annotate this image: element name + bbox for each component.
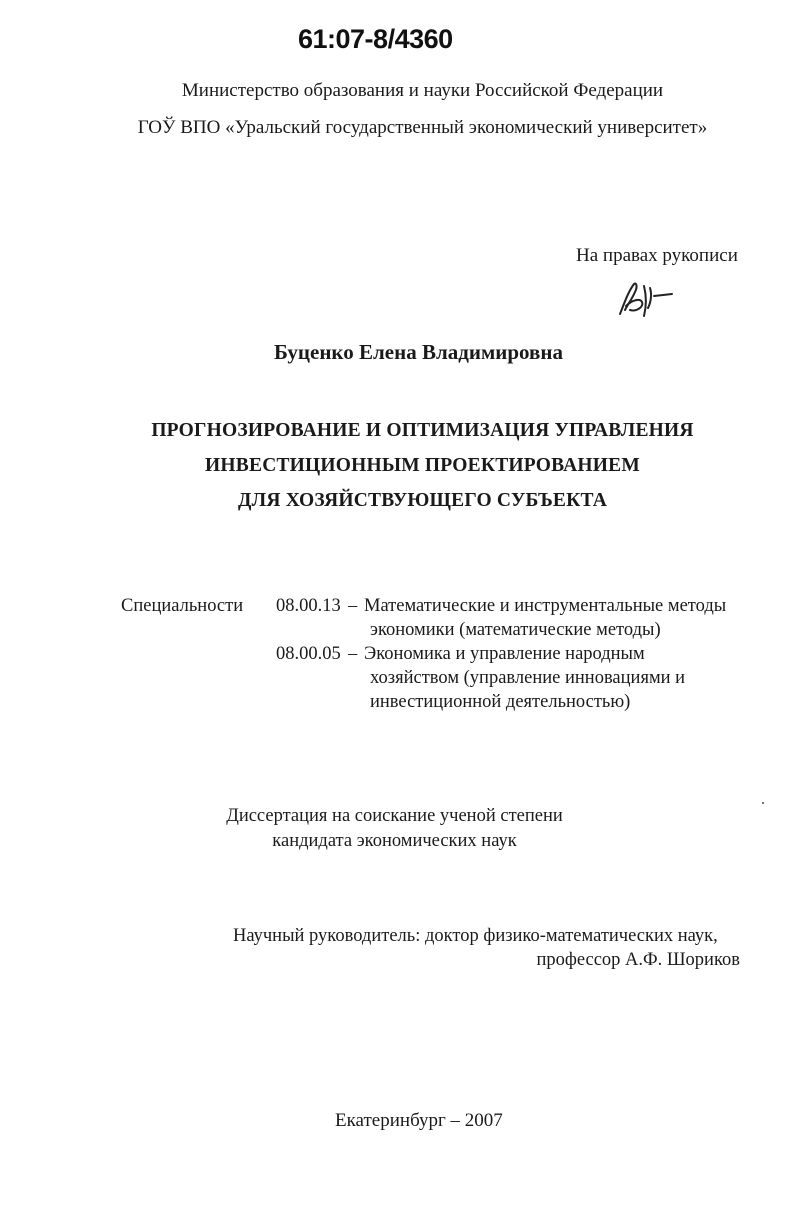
scan-speck xyxy=(762,802,764,804)
advisor-line-2: профессор А.Ф. Шориков xyxy=(536,950,740,970)
degree-line-2: кандидата экономических наук xyxy=(272,831,517,851)
manuscript-note: На правах рукописи xyxy=(576,245,738,266)
city-year: Екатеринбург – 2007 xyxy=(335,1110,503,1131)
specialties-label: Специальности xyxy=(121,596,244,616)
advisor-line-1: Научный руководитель: доктор физико-математических наук, xyxy=(233,926,718,946)
specialty-line: экономики (математические методы) xyxy=(370,620,661,640)
specialty-dash: – xyxy=(348,644,358,664)
ministry-name: Министерство образования и науки Российской Федерации xyxy=(181,80,664,101)
author-name: Буценко Елена Владимировна xyxy=(274,340,563,364)
specialty-code: 08.00.13 xyxy=(276,596,341,616)
specialty-dash: – xyxy=(348,596,358,616)
specialty-code: 08.00.05 xyxy=(276,644,341,664)
title-line-1: ПРОГНОЗИРОВАНИЕ И ОПТИМИЗАЦИЯ УПРАВЛЕНИЯ xyxy=(151,420,694,441)
signature xyxy=(614,274,680,322)
specialty-line: Экономика и управление народным xyxy=(364,644,645,664)
university-name: ГОЎ ВПО «Уральский государственный экономический университет» xyxy=(137,117,708,138)
degree-line-1: Диссертация на соискание ученой степени xyxy=(226,806,563,826)
specialty-line: Математические и инструментальные методы xyxy=(364,596,727,616)
title-line-3: ДЛЯ ХОЗЯЙСТВУЮЩЕГО СУБЪЕКТА xyxy=(238,490,607,511)
specialty-line: хозяйством (управление инновациями и xyxy=(370,668,686,688)
archive-stamp: 61:07-8/4360 xyxy=(298,24,453,54)
title-line-2: ИНВЕСТИЦИОННЫМ ПРОЕКТИРОВАНИЕМ xyxy=(205,455,640,476)
specialty-line: инвестиционной деятельностью) xyxy=(370,692,631,712)
